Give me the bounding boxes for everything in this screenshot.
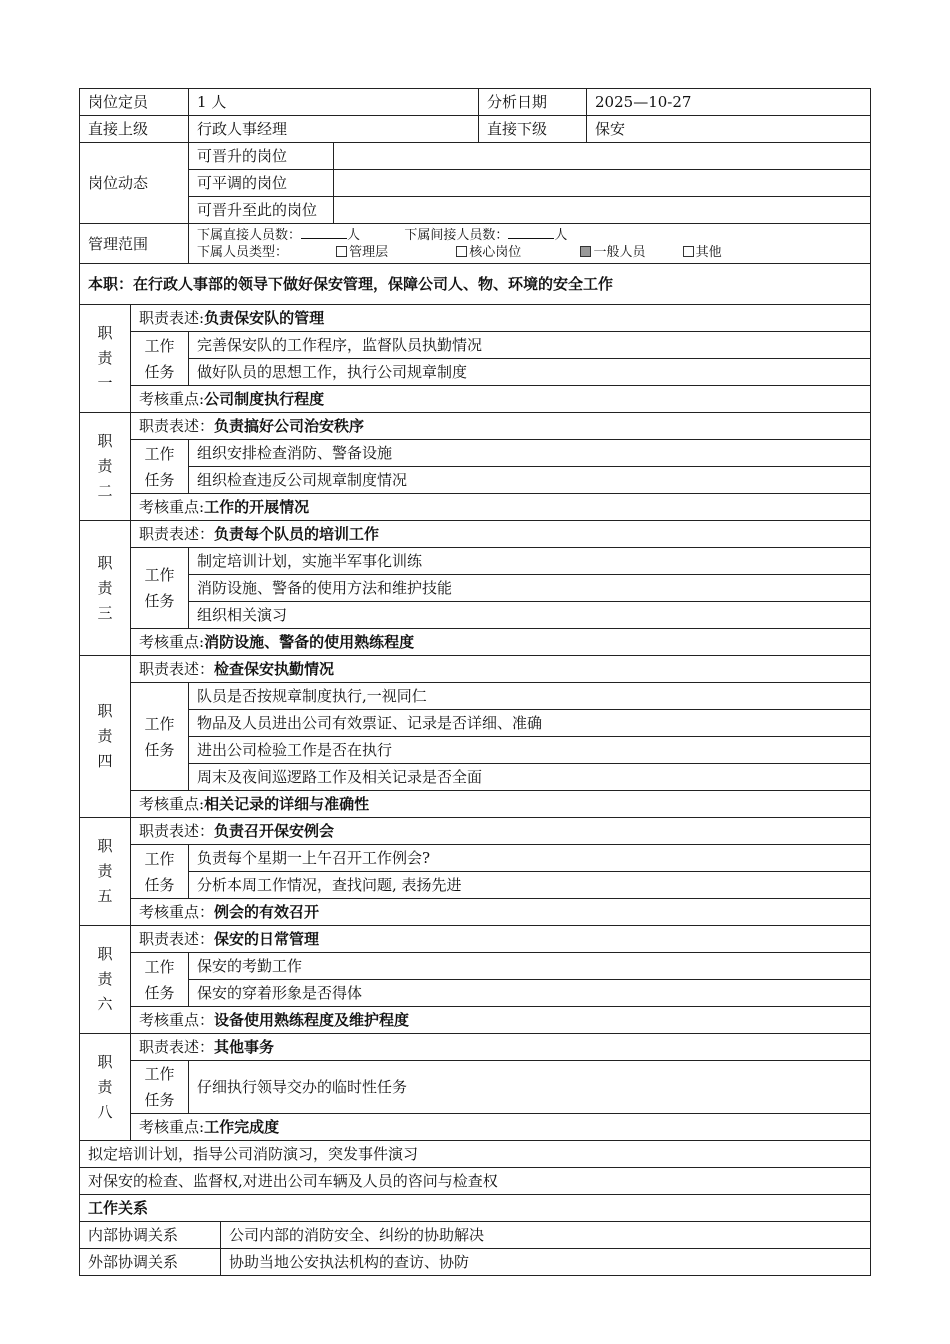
duty-desc-sep: : — [199, 309, 205, 327]
assess-text: 例会的有效召开 — [214, 903, 320, 921]
task-label — [131, 548, 189, 629]
duty-desc-sep: ： — [199, 822, 215, 840]
indirect-count-label: 下属间接人员数： — [404, 228, 509, 243]
task-label — [131, 953, 189, 1007]
duty-desc-row — [80, 926, 871, 953]
assess-sep: : — [199, 390, 205, 408]
row-authority-1 — [80, 1141, 871, 1168]
duty-description — [131, 656, 871, 683]
duty-desc-sep: ： — [199, 417, 215, 435]
dynamics-label: 岗位动态 — [80, 143, 189, 224]
task-item: 分析本周工作情况，查找问题, 表扬先进 — [189, 872, 871, 899]
assess-prefix: 考核重点 — [139, 498, 200, 516]
duty-desc-row — [80, 656, 871, 683]
duty-description — [131, 521, 871, 548]
duty-desc-row — [80, 305, 871, 332]
assess-sep: : — [199, 795, 205, 813]
row-internal — [80, 1222, 871, 1249]
duty-task-row — [80, 764, 871, 791]
duty-assess-row — [80, 1007, 871, 1034]
internal-value: 公司内部的消防安全、纠纷的协助解决 — [221, 1222, 871, 1249]
task-label-text: 工作任务 — [144, 849, 175, 894]
task-label-text: 工作任务 — [144, 1065, 175, 1109]
duty-description — [131, 1034, 871, 1061]
duty-task-row — [80, 710, 871, 737]
row-dynamics-3 — [80, 197, 871, 224]
duty-title-char: 责 — [97, 1077, 113, 1096]
type-label: 下属人员类型： — [197, 245, 289, 260]
duty-task-row — [80, 575, 871, 602]
duty-assessment — [131, 1114, 871, 1141]
dynamics-item-label: 可晋升至此的岗位 — [189, 197, 334, 224]
duty-desc-row — [80, 1034, 871, 1061]
duty-assessment — [131, 494, 871, 521]
task-label-text: 工作任务 — [144, 444, 175, 489]
duty-title — [80, 926, 131, 1034]
direct-count-label: 下属直接人员数： — [197, 228, 302, 243]
task-item: 消防设施、警备的使用方法和维护技能 — [189, 575, 871, 602]
duty-task-row — [80, 467, 871, 494]
row-dynamics-1 — [80, 143, 871, 170]
duty-desc-sep: ： — [199, 1038, 215, 1056]
row-external — [80, 1249, 871, 1276]
dynamics-item-value — [334, 197, 871, 224]
duty-title-char: 八 — [97, 1102, 113, 1121]
external-value: 协助当地公安执法机构的查访、协防 — [221, 1249, 871, 1276]
subordinate-label: 直接下级 — [479, 116, 587, 143]
duty-description — [131, 926, 871, 953]
task-label-text: 工作任务 — [144, 566, 175, 610]
duty-assessment — [131, 899, 871, 926]
duty-title-char: 三 — [97, 603, 113, 622]
duty-title-char: 职 — [97, 837, 113, 855]
direct-count-unit: 人 — [347, 228, 361, 243]
duty-title-char: 四 — [97, 752, 113, 770]
relations-title: 工作关系 — [80, 1195, 871, 1222]
duty-description — [131, 413, 871, 440]
assess-sep: ： — [199, 1011, 215, 1029]
duty-task-row — [80, 953, 871, 980]
direct-count-field[interactable] — [301, 226, 347, 239]
dynamics-item-label: 可晋升的岗位 — [189, 143, 334, 170]
row-headcount — [80, 89, 871, 116]
date-label: 分析日期 — [479, 89, 587, 116]
external-label: 外部协调关系 — [80, 1249, 221, 1276]
duty-desc-row — [80, 413, 871, 440]
headcount-value: 1 人 — [189, 89, 479, 116]
duty-title-char: 六 — [97, 995, 113, 1013]
task-item: 进出公司检验工作是否在执行 — [189, 737, 871, 764]
duty-assess-row — [80, 386, 871, 413]
duty-title-char: 责 — [97, 578, 113, 597]
task-label-text: 工作任务 — [144, 714, 175, 759]
duty-task-row — [80, 872, 871, 899]
checkbox-icon — [683, 246, 694, 257]
assess-prefix: 考核重点 — [139, 1011, 200, 1029]
duty-assess-row — [80, 629, 871, 656]
task-item: 队员是否按规章制度执行,一视同仁 — [189, 683, 871, 710]
duties-section — [80, 305, 871, 1141]
task-item: 负责每个星期一上午召开工作例会? — [189, 845, 871, 872]
duty-title — [80, 413, 131, 521]
row-relations-title — [80, 1195, 871, 1222]
duty-title-char: 职 — [97, 702, 113, 720]
duty-task-row — [80, 737, 871, 764]
internal-label: 内部协调关系 — [80, 1222, 221, 1249]
headcount-label: 岗位定员 — [80, 89, 189, 116]
duty-title-char: 责 — [97, 862, 113, 880]
task-item: 物品及人员进出公司有效票证、记录是否详细、准确 — [189, 710, 871, 737]
duty-title-char: 职 — [97, 432, 113, 450]
dynamics-item-label: 可平调的岗位 — [189, 170, 334, 197]
duty-desc-text: 负责每个队员的培训工作 — [214, 525, 380, 543]
duty-task-row — [80, 440, 871, 467]
task-label — [131, 1061, 189, 1114]
task-item: 完善保安队的工作程序，监督队员执勤情况 — [189, 332, 871, 359]
duty-title-char: 职 — [97, 324, 113, 342]
duty-title — [80, 521, 131, 656]
duty-task-row — [80, 602, 871, 629]
duty-desc-text: 负责保安队的管理 — [204, 309, 325, 327]
duty-desc-prefix: 职责表述 — [139, 660, 200, 678]
assess-prefix: 考核重点 — [139, 903, 200, 921]
duty-title — [80, 1034, 131, 1141]
duty-title — [80, 305, 131, 413]
duty-task-row — [80, 845, 871, 872]
checkbox-icon — [456, 246, 467, 257]
assess-prefix: 考核重点 — [139, 1118, 200, 1136]
tail-section — [80, 1141, 871, 1276]
assess-text: 工作的开展情况 — [204, 498, 310, 516]
duty-desc-prefix: 职责表述 — [139, 1038, 200, 1056]
duty-assessment — [131, 1007, 871, 1034]
subordinate-value: 保安 — [587, 116, 871, 143]
duty-assess-row — [80, 494, 871, 521]
authority-item: 拟定培训计划，指导公司消防演习，突发事件演习 — [80, 1141, 871, 1168]
scope-types — [197, 244, 862, 261]
duty-title-char: 责 — [97, 349, 113, 367]
duty-desc-text: 负责搞好公司治安秩序 — [214, 417, 365, 435]
duty-title-char: 职 — [97, 945, 113, 963]
type-option-label: 其他 — [695, 245, 722, 260]
duty-assess-row — [80, 791, 871, 818]
type-option-label: 一般人员 — [593, 245, 646, 260]
type-option-other[interactable] — [683, 244, 722, 261]
duty-task-row — [80, 548, 871, 575]
duty-desc-text: 检查保安执勤情况 — [214, 660, 335, 678]
duty-description — [131, 305, 871, 332]
duty-task-row — [80, 359, 871, 386]
duty-desc-prefix: 职责表述 — [139, 525, 200, 543]
duty-task-row — [80, 980, 871, 1007]
duty-title-char: 职 — [97, 553, 113, 572]
duty-desc-row — [80, 818, 871, 845]
row-dynamics-2 — [80, 170, 871, 197]
duty-assessment — [131, 791, 871, 818]
duty-title-char: 二 — [97, 482, 113, 500]
main-duty: 本职：在行政人事部的领导下做好保安管理，保障公司人、物、环境的安全工作 — [80, 264, 871, 305]
duty-desc-sep: ： — [199, 930, 215, 948]
assess-sep: ： — [199, 903, 215, 921]
duty-assessment — [131, 629, 871, 656]
task-item: 组织检查违反公司规章制度情况 — [189, 467, 871, 494]
task-item: 组织相关演习 — [189, 602, 871, 629]
duty-title-char: 五 — [97, 887, 113, 905]
duty-title-char: 职 — [97, 1052, 113, 1071]
duty-desc-prefix: 职责表述 — [139, 930, 200, 948]
row-superior — [80, 116, 871, 143]
scope-counts — [197, 226, 862, 244]
task-item: 做好队员的思想工作，执行公司规章制度 — [189, 359, 871, 386]
duty-title-char: 责 — [97, 970, 113, 988]
task-label — [131, 332, 189, 386]
duty-title — [80, 656, 131, 818]
assess-text: 相关记录的详细与准确性 — [204, 795, 370, 813]
duty-assess-row — [80, 1114, 871, 1141]
date-value: 2025—10-27 — [587, 89, 871, 116]
dynamics-item-value — [334, 143, 871, 170]
superior-value: 行政人事经理 — [189, 116, 479, 143]
duty-desc-text: 负责召开保安例会 — [214, 822, 335, 840]
duty-desc-sep: ： — [199, 525, 215, 543]
assess-text: 消防设施、警备的使用熟练程度 — [204, 633, 415, 651]
duty-title-char: 责 — [97, 727, 113, 745]
task-label — [131, 683, 189, 791]
duty-desc-row — [80, 521, 871, 548]
task-label-text: 工作任务 — [144, 957, 175, 1002]
duty-task-row — [80, 332, 871, 359]
assess-prefix: 考核重点 — [139, 390, 200, 408]
assess-sep: : — [199, 633, 205, 651]
checkbox-icon — [336, 246, 347, 257]
assess-text: 设备使用熟练程度及维护程度 — [214, 1011, 410, 1029]
task-item: 周末及夜间巡逻路工作及相关记录是否全面 — [189, 764, 871, 791]
duty-desc-prefix: 职责表述 — [139, 309, 200, 327]
type-option-management[interactable] — [336, 244, 452, 261]
assess-prefix: 考核重点 — [139, 795, 200, 813]
assess-text: 公司制度执行程度 — [204, 390, 325, 408]
row-scope — [80, 224, 871, 264]
duty-title-char: 责 — [97, 457, 113, 475]
type-option-label: 管理层 — [349, 245, 389, 260]
superior-label: 直接上级 — [80, 116, 189, 143]
type-option-label: 核心岗位 — [469, 245, 522, 260]
task-item: 制定培训计划，实施半军事化训练 — [189, 548, 871, 575]
duty-desc-prefix: 职责表述 — [139, 417, 200, 435]
task-item: 保安的穿着形象是否得体 — [189, 980, 871, 1007]
duty-title — [80, 818, 131, 926]
duty-desc-prefix: 职责表述 — [139, 822, 200, 840]
duty-task-row — [80, 683, 871, 710]
duty-assess-row — [80, 899, 871, 926]
assess-sep: : — [199, 1118, 205, 1136]
scope-detail — [189, 224, 871, 264]
checkbox-checked-icon — [580, 246, 591, 257]
task-label — [131, 440, 189, 494]
duty-desc-sep: ： — [199, 660, 215, 678]
scope-label: 管理范围 — [80, 224, 189, 264]
duty-title-char: 一 — [97, 374, 113, 392]
row-authority-2 — [80, 1168, 871, 1195]
duty-description — [131, 818, 871, 845]
indirect-count-field[interactable] — [508, 226, 554, 239]
task-item: 仔细执行领导交办的临时性任务 — [189, 1061, 871, 1114]
job-table — [79, 88, 871, 1276]
dynamics-item-value — [334, 170, 871, 197]
duty-desc-text: 保安的日常管理 — [214, 930, 320, 948]
duty-task-row — [80, 1061, 871, 1114]
indirect-count-unit: 人 — [554, 228, 568, 243]
task-label — [131, 845, 189, 899]
row-main-duty — [80, 264, 871, 305]
type-option-general[interactable] — [580, 244, 678, 261]
job-description-form — [79, 88, 870, 1276]
assess-text: 工作完成度 — [204, 1118, 280, 1136]
duty-desc-text: 其他事务 — [214, 1038, 275, 1056]
authority-item: 对保安的检查、监督权,对进出公司车辆及人员的咨问与检查权 — [80, 1168, 871, 1195]
type-option-core[interactable] — [456, 244, 576, 261]
assess-prefix: 考核重点 — [139, 633, 200, 651]
task-item: 组织安排检查消防、警备设施 — [189, 440, 871, 467]
duty-assessment — [131, 386, 871, 413]
assess-sep: : — [199, 498, 205, 516]
task-label-text: 工作任务 — [144, 336, 175, 381]
task-item: 保安的考勤工作 — [189, 953, 871, 980]
